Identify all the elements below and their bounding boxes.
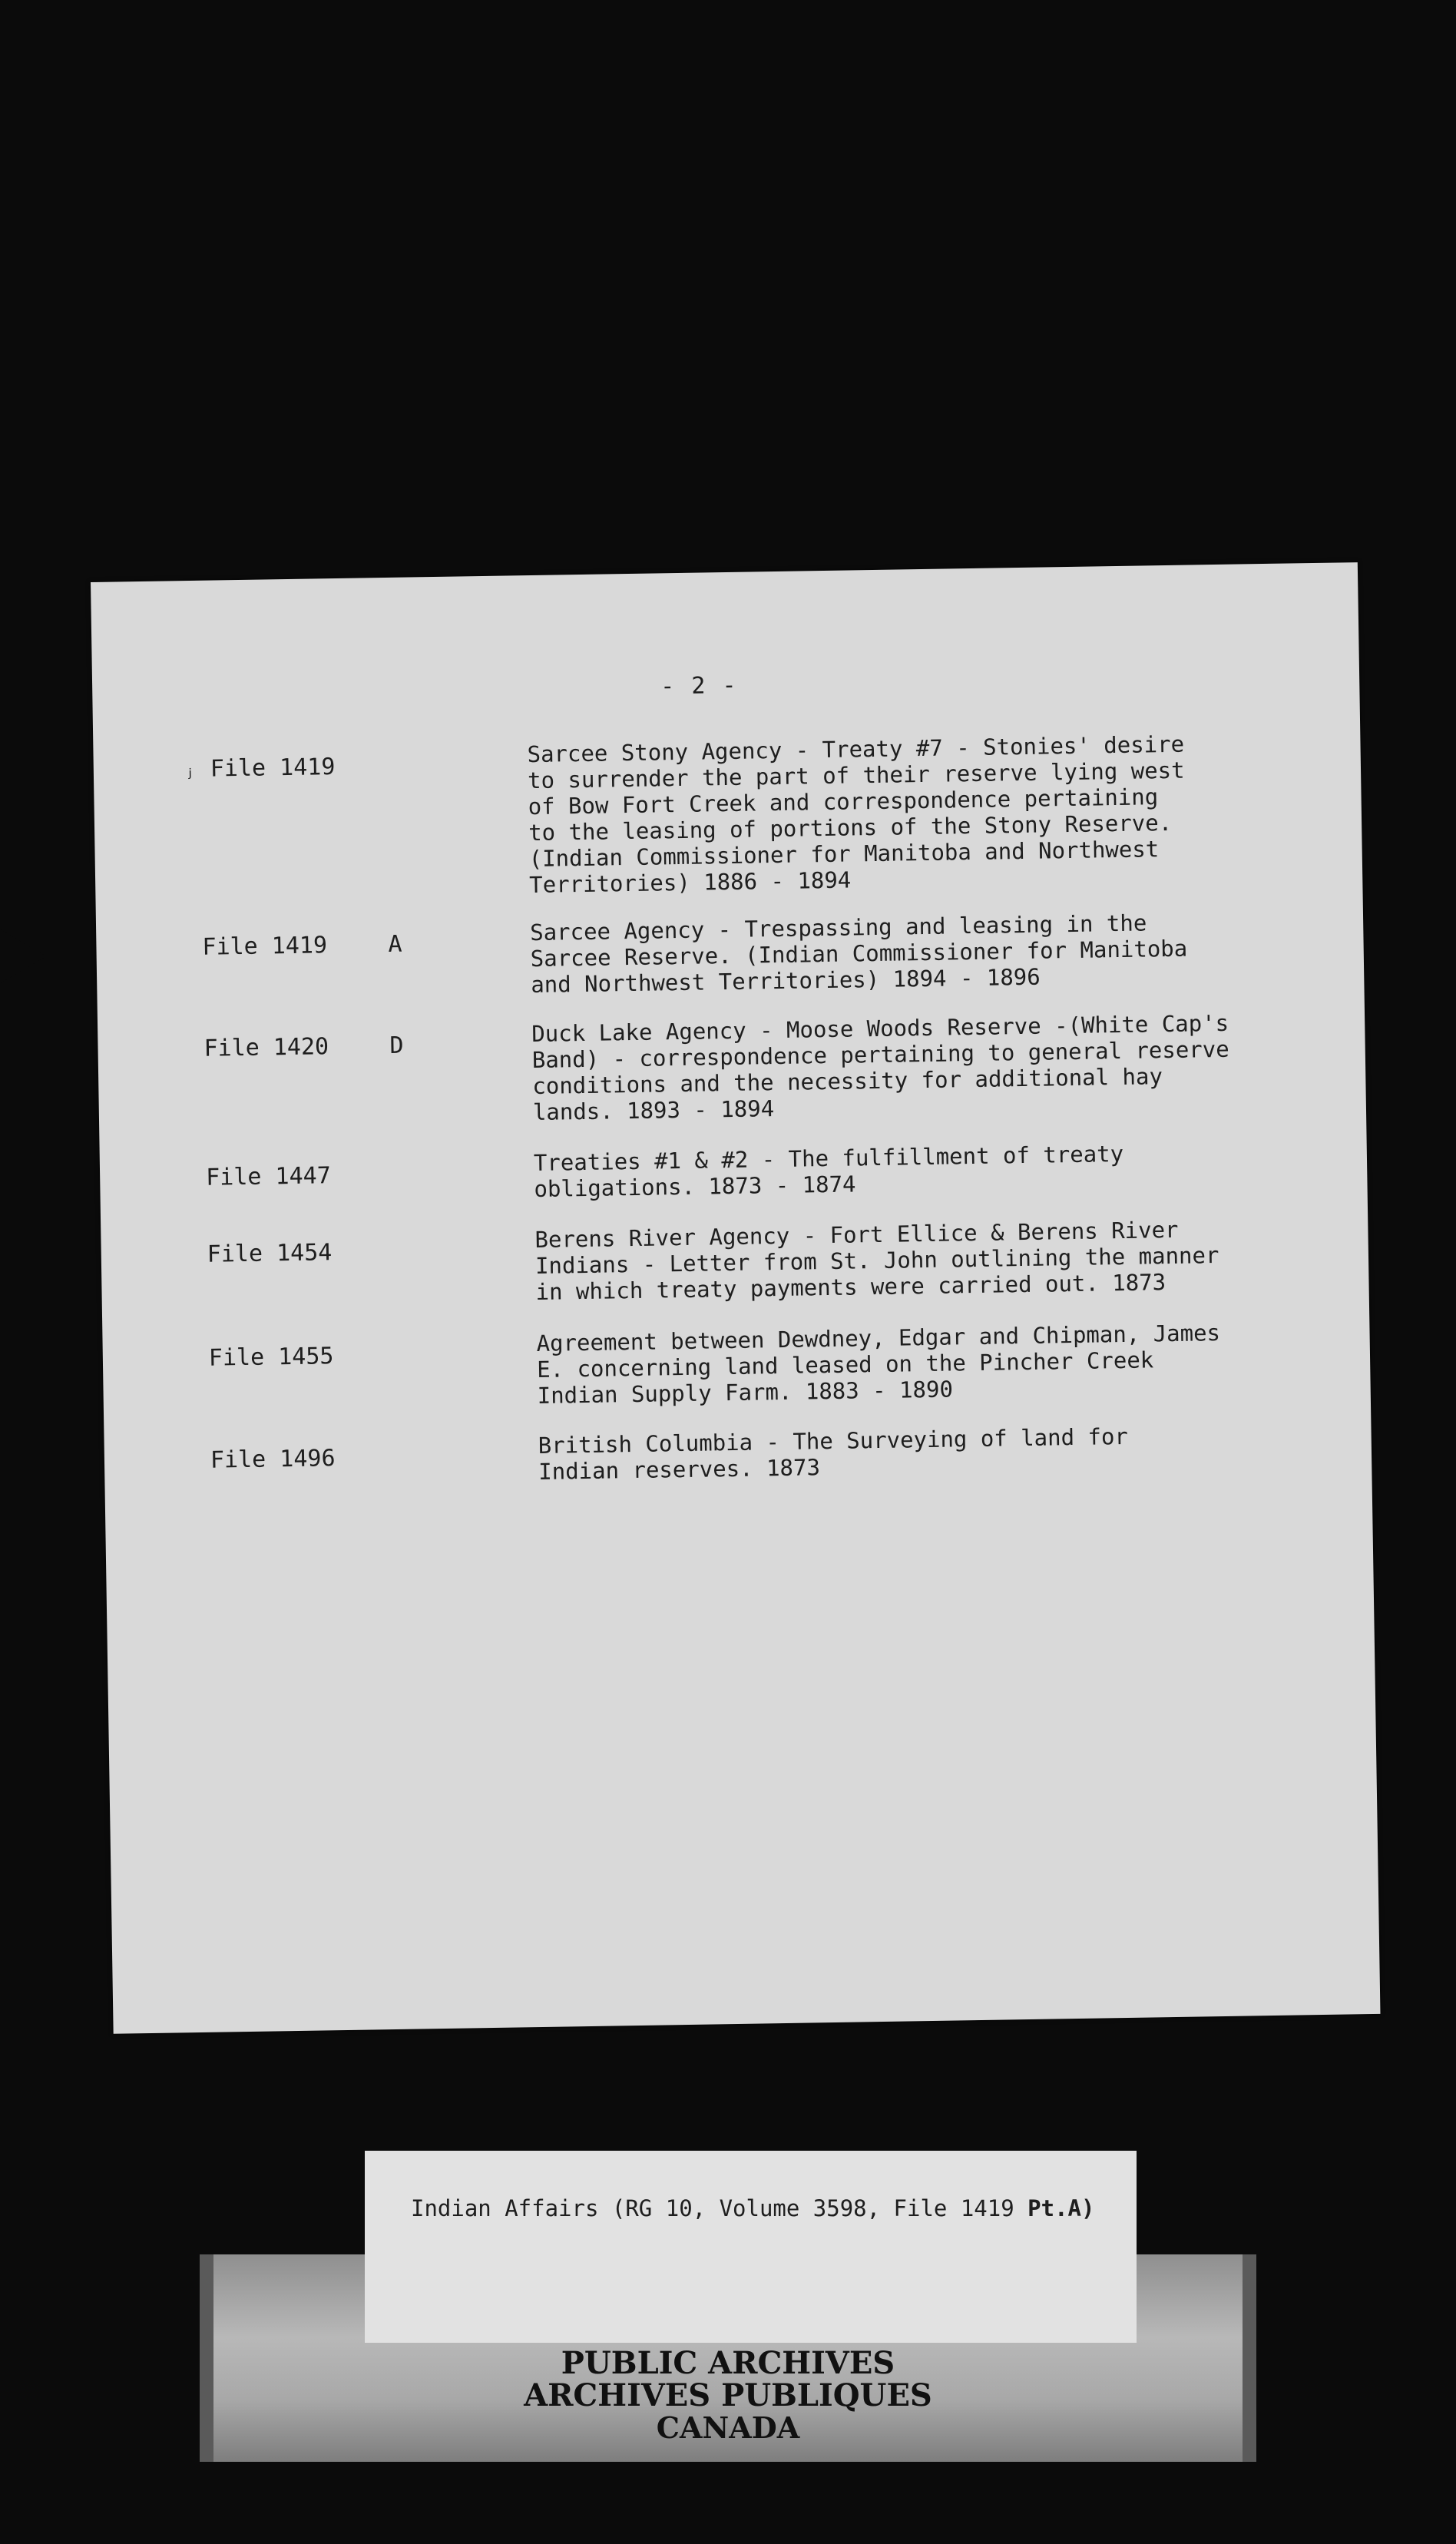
file-entry: [96, 909, 1363, 999]
file-entry: [94, 730, 1361, 899]
file-label: File 1419: [210, 754, 336, 783]
reference-label-card: [365, 2151, 1137, 2343]
file-label: File 1420: [204, 1033, 329, 1062]
file-description: Sarcee Stony Agency - Treaty #7 - Stonies' desire to surrender the part of their reserve lying west of Bow Fort Creek and correspondence pertaining to the leasing of portions of the Stony Reserve. (Indian Commissioner for Manitoba and Northwest Territories) 1886 - 1894: [527, 730, 1185, 899]
file-label: File 1447: [205, 1162, 332, 1191]
file-description: Sarcee Agency - Trespassing and leasing in the Sarcee Reserve. (Indian Commissioner for Manitoba and Northwest Territories) 1894 - 1896: [529, 909, 1188, 999]
stamp-line-canada: CANADA: [656, 2410, 800, 2445]
document-page: [91, 562, 1380, 2034]
file-entry: [100, 1140, 1367, 1203]
file-entry: [98, 1009, 1365, 1126]
file-label: File 1496: [210, 1445, 336, 1474]
file-description: Berens River Agency - Fort Ellice & Berens River Indians - Letter from St. John outlining the manner in which treaty payments were carried out. 1873: [534, 1216, 1219, 1306]
file-suffix: A: [388, 930, 402, 958]
file-description: Agreement between Dewdney, Edgar and Chipman, James E. concerning land leased on the Pincher Creek Indian Supply Farm. 1883 - 1890: [536, 1320, 1221, 1409]
file-entry: [103, 1320, 1370, 1409]
file-description: British Columbia - The Surveying of land for Indian reserves. 1873: [538, 1423, 1129, 1485]
file-label: File 1454: [207, 1239, 333, 1268]
file-label: File 1455: [208, 1343, 334, 1372]
stamp-line-public-archives: PUBLIC ARCHIVES: [561, 2345, 895, 2381]
tick-mark: ⱼ: [183, 758, 196, 783]
file-suffix: D: [389, 1032, 404, 1059]
file-description: Duck Lake Agency - Moose Woods Reserve -(White Cap's Band) - correspondence pertaining to general reserve conditions and the necessity for additional hay lands. 1893 - 1894: [531, 1009, 1229, 1126]
reference-text: Indian Affairs (RG 10, Volume 3598, File 1419: [411, 2195, 1014, 2221]
page-number: - 2 -: [660, 671, 738, 701]
reference-label: [411, 2195, 1094, 2221]
file-entry: [104, 1423, 1372, 1485]
film-notch: [0, 929, 46, 983]
file-description: Treaties #1 & #2 - The fulfillment of treaty obligations. 1873 - 1874: [533, 1140, 1124, 1203]
reference-part: Pt.A): [1027, 2195, 1095, 2221]
file-entry: [101, 1216, 1368, 1306]
stamp-line-archives-publiques: ARCHIVES PUBLIQUES: [524, 2377, 932, 2413]
file-label: File 1419: [202, 932, 328, 961]
